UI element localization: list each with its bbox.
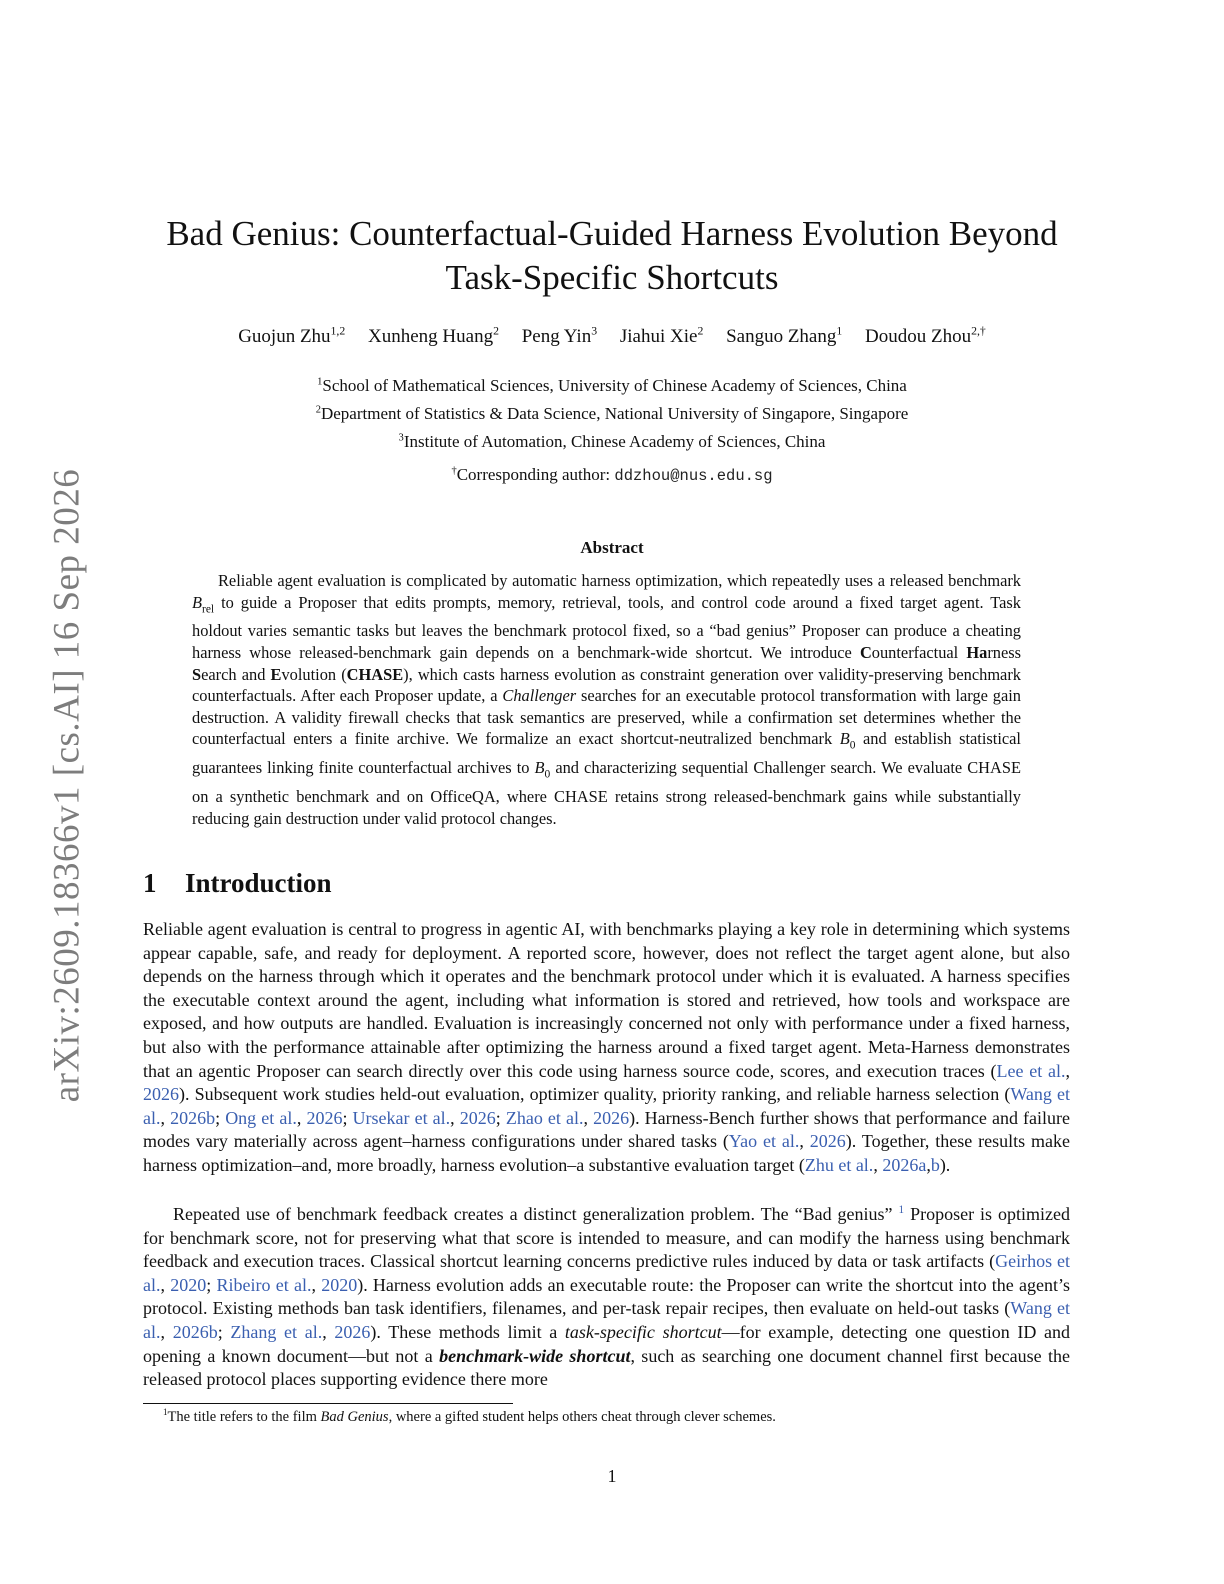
author: Sanguo Zhang$^1$ xyxy=(726,324,843,347)
citation-link[interactable]: Geirhos et al. xyxy=(143,1251,1071,1295)
affiliation: $^1$School of Mathematical Sciences, University of Chinese Academy of Sciences, China xyxy=(317,376,907,395)
title-line-1: Bad Genius: Counterfactual-Guided Harness Evolution Beyond xyxy=(166,214,1058,253)
citation-link[interactable]: Wang et al. xyxy=(143,1298,1070,1342)
citation-year-link[interactable]: 2026a xyxy=(882,1154,927,1175)
citation-link[interactable]: Zhang et al. xyxy=(230,1321,323,1342)
citation-year-link[interactable]: b xyxy=(930,1154,940,1175)
corresponding-author: †Corresponding author: ddzhou@nus.edu.sg xyxy=(451,465,773,485)
citation-year-link[interactable]: 2026 xyxy=(459,1107,496,1128)
math-b-rel: B xyxy=(192,592,203,612)
citation-year-link[interactable]: 2026 xyxy=(334,1321,371,1342)
section-title: Introduction xyxy=(185,868,332,898)
citation-year-link[interactable]: 2026b xyxy=(172,1321,218,1342)
affiliations xyxy=(150,372,1074,456)
math-b0: B xyxy=(839,729,850,749)
author: Doudou Zhou$^{2,\dagger}$ xyxy=(865,324,986,347)
author: Jiahui Xie$^2$ xyxy=(619,324,704,347)
citation-year-link[interactable]: 2026 xyxy=(593,1107,630,1128)
footnote-divider xyxy=(143,1403,513,1404)
method-acronym: CHASE xyxy=(346,664,404,684)
affiliation: $^3$Institute of Automation, Chinese Academy of Sciences, China xyxy=(398,432,826,451)
arxiv-identifier xyxy=(42,445,92,1125)
footnote: $^1$The title refers to the film Bad Genius, where a gifted student helps others cheat through clever schemes. xyxy=(163,1407,776,1425)
citation-link[interactable]: Ong et al. xyxy=(225,1107,297,1128)
author-list xyxy=(120,326,1104,348)
page-number: 1 xyxy=(607,1466,617,1486)
challenger-term: Challenger xyxy=(502,686,577,706)
citation-year-link[interactable]: 2026b xyxy=(170,1107,216,1128)
email-link[interactable]: ddzhou@nus.edu.sg xyxy=(614,467,773,485)
citation-year-link[interactable]: 2020 xyxy=(170,1274,207,1295)
abstract-heading: Abstract xyxy=(580,538,644,557)
citation-year-link[interactable]: 2020 xyxy=(321,1274,358,1295)
abstract-text: Reliable agent evaluation is complicated by automatic harness optimization, which repeatedly uses a released benchmark $B_{rel}$ to guide a Proposer that edits prompts, memory, retrieval, tools, and control code around a fixed target agent. Task holdout varies semantic tasks but leaves the benchmark protocol fixed, so a “bad genius” Proposer can produce a cheating harness whose released-benchmark gain depends on a benchmark-wide shortcut. We introduce Counterfactual Harness Search and Evolution (CHASE), which casts harness evolution as constraint generation over validity-preserving benchmark counterfactuals. After each Proposer update, a Challenger searches for an executable protocol transformation with large gain destruction. A validity firewall checks that task semantics are preserved, while a confirmation set determines whether the counterfactual enters a finite archive. We formalize an exact shortcut-neutralized benchmark $B_0$ and establish statistical guarantees linking finite counterfactual archives to $B_0$ and characterizing sequential Challenger search. We evaluate CHASE on a synthetic benchmark and on OfficeQA, where CHASE retains strong released-benchmark gains while substantially reducing gain destruction under valid protocol changes. xyxy=(192,571,1021,828)
paragraph: Repeated use of benchmark feedback creates a distinct generalization problem. The “Bad genius” $^1$ Proposer is optimized for benchmark score, not for preserving what that score is intended to measure, and can modify the harness using benchmark feedback and execution traces. Classical shortcut learning concerns predictive rules induced by data or task artifacts (Geirhos et al., 2020; Ribeiro et al., 2020). Harness evolution adds an executable route: the Proposer can write the shortcut into the agent’s protocol. Existing methods ban task identifiers, filenames, and per-task repair recipes, then evaluate on held-out tasks (Wang et al., 2026b; Zhang et al., 2026). These methods limit a task-specific shortcut—for example, detecting one question ID and opening a known document—but not a benchmark-wide shortcut, such as searching one document channel first because the released protocol places supporting evidence there more xyxy=(143,1204,1071,1390)
citation-year-link[interactable]: 2026 xyxy=(306,1107,343,1128)
citation-link[interactable]: Zhao et al. xyxy=(505,1107,584,1128)
citation-link[interactable]: Zhu et al. xyxy=(804,1154,874,1175)
footnote-marker[interactable]: 1 xyxy=(898,1204,905,1216)
citation-link[interactable]: Yao et al. xyxy=(728,1131,800,1152)
citation-link[interactable]: Ursekar et al. xyxy=(352,1107,451,1128)
author: Guojun Zhu$^{1,2}$ xyxy=(238,324,346,347)
author: Xunheng Huang$^2$ xyxy=(368,324,499,347)
citation-link[interactable]: Wang et al. xyxy=(143,1084,1070,1128)
paper-title xyxy=(150,212,1074,300)
arxiv-id-text: arXiv:2609.18366v1 [cs.AI] 16 Sep 2026 xyxy=(46,468,88,1102)
citation-link[interactable]: Lee et al. xyxy=(996,1060,1066,1081)
section-number: 1 xyxy=(143,868,157,898)
affiliation: $^2$Department of Statistics & Data Science, National University of Singapore, Singapore xyxy=(315,404,909,423)
emphasis: task-specific shortcut xyxy=(564,1321,722,1342)
citation-link[interactable]: Ribeiro et al. xyxy=(216,1274,312,1295)
strong-emphasis: benchmark-wide shortcut xyxy=(439,1345,631,1366)
author: Peng Yin$^3$ xyxy=(521,324,598,347)
citation-year-link[interactable]: 2026 xyxy=(809,1131,846,1152)
title-line-2: Task-Specific Shortcuts xyxy=(445,258,779,297)
paragraph: Reliable agent evaluation is central to progress in agentic AI, with benchmarks playing a key role in determining which systems appear capable, safe, and ready for deployment. A reported score, however, does not reflect the target agent alone, but also depends on the harness through which it operates and the benchmark protocol under which it is evaluated. A harness specifies the executable context around the agent, including what information is stored and retrieved, how tools and workspace are exposed, and how outputs are handled. Evaluation is increasingly concerned not only with performance under a fixed harness, but also with the performance attainable after optimizing the harness around a fixed target agent. Meta-Harness demonstrates that an agentic Proposer can search directly over this code using harness source code, scores, and execution traces (Lee et al., 2026). Subsequent work studies held-out evaluation, optimizer quality, priority ranking, and reliable harness selection (Wang et al., 2026b; Ong et al., 2026; Ursekar et al., 2026; Zhao et al., 2026). Harness-Bench further shows that performance and failure modes vary materially across agent–harness configurations under shared tasks (Yao et al., 2026). Together, these results make harness optimization–and, more broadly, harness evolution–a substantive evaluation target (Zhu et al., 2026a,b). xyxy=(143,919,1071,1175)
section-heading xyxy=(143,866,743,900)
citation-year-link[interactable]: 2026 xyxy=(143,1084,179,1105)
